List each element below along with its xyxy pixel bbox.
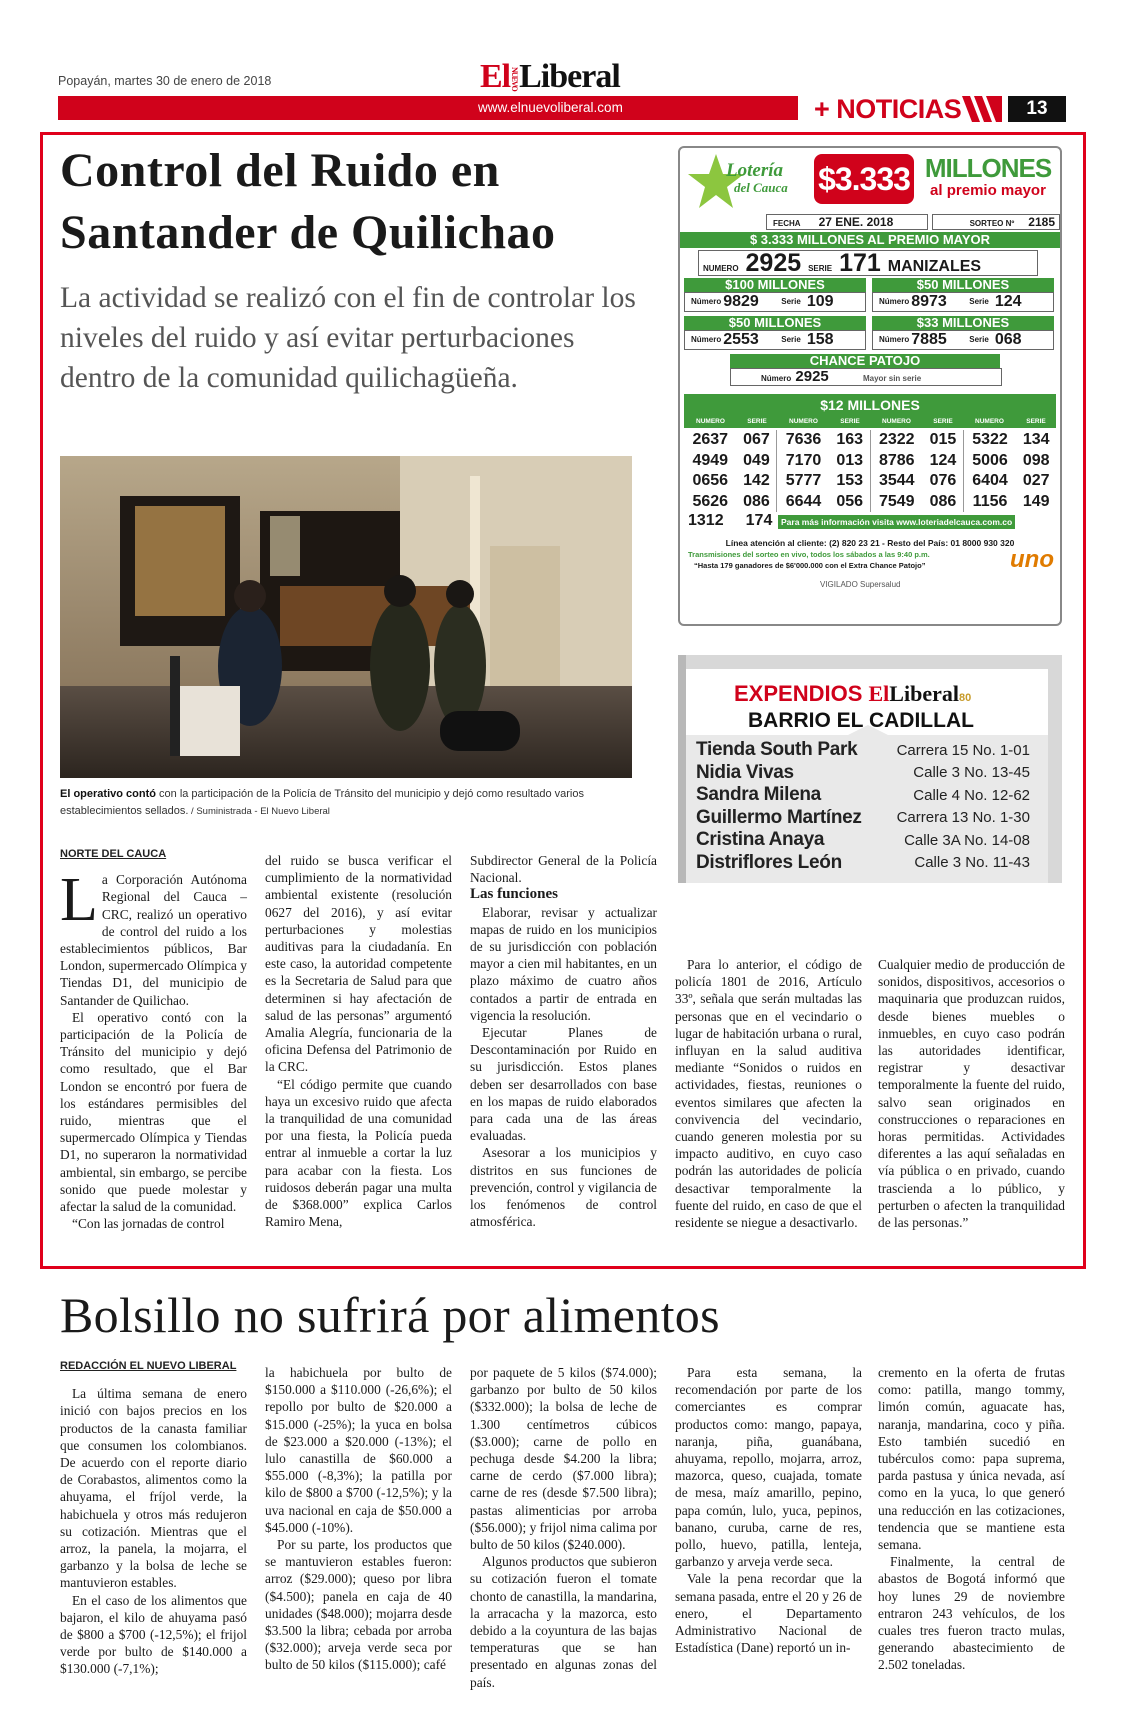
prize-block (872, 278, 1054, 312)
article2-headline: Bolsillo no sufrirá por alimentos (60, 1287, 720, 1343)
more-info-link[interactable]: Para más información visita www.loteriadelcauca.com.co (778, 515, 1015, 529)
twelve-serie: 086 (737, 492, 778, 513)
prize-row (684, 330, 866, 350)
paragraph: “Con las jornadas de control (72, 1216, 225, 1232)
twelve-serie: 056 (830, 492, 871, 513)
twelve-numero: 3544 (878, 472, 915, 489)
expendio-item (690, 852, 1050, 875)
prize-row (684, 292, 866, 312)
expendio-name: Guillermo Martínez (696, 806, 862, 828)
twelve-numero: 7636 (785, 431, 822, 448)
twelve-row (684, 492, 1056, 513)
twelve-serie: 163 (830, 430, 871, 451)
twelve-row (684, 451, 1056, 472)
extra-chance-note: “Hasta 179 ganadores de $6'000.000 con el Extra Chance Patojo” (694, 561, 926, 570)
article2-column-3 (470, 1364, 657, 1691)
article2-column-2 (265, 1364, 452, 1674)
twelve-serie: 134 (1022, 431, 1050, 448)
article1-column-4 (675, 956, 862, 1231)
expendio-address: Calle 3 No. 13-45 (913, 764, 1030, 782)
paragraph: Elaborar, revisar y actualizar mapas de ruido en los municipios de su jurisdicción con población mayor a cien mil habitantes, en un plazo máximo de cuatro años contados a partir de entrada en vigencia la resolución. (470, 904, 657, 1023)
twelve-serie: 015 (923, 430, 964, 451)
caption-credit: / Suministrada - El Nuevo Liberal (188, 806, 330, 817)
twelve-header-cell: NUMERO (789, 418, 818, 425)
prize-row (872, 330, 1054, 350)
fecha-box (766, 214, 928, 230)
twelve-serie: 153 (830, 471, 871, 492)
logo-el: El (480, 58, 511, 95)
paragraph: La última semana de enero inició con bajos precios en los productos de la canasta familiar que consumen los colombianos. De acuerdo con el reporte diario de Corabastos, alimentos como la ahuyama, el fríjol verde, la habichuela y otros más redujeron su cotización. Mientras que el arroz, la panela, la mojarra, el garbanzo y la bolsa de leche se mantuvieron estables. (60, 1386, 247, 1591)
expendio-name: Cristina Anaya (696, 829, 825, 851)
expendios-list (690, 739, 1050, 874)
article1-column-3 (470, 852, 657, 1230)
millones-label: MILLONES (924, 153, 1052, 183)
expendio-name: Nidia Vivas (696, 761, 794, 783)
twelve-row (684, 471, 1056, 492)
photo-caption (60, 786, 632, 820)
twelve-numero: 4949 (692, 451, 729, 469)
twelve-numero: 2637 (692, 431, 729, 448)
chance-numero: 2925 (795, 368, 829, 385)
twelve-numero: 5626 (692, 492, 729, 510)
sorteo-label: SORTEO Nº (969, 219, 1015, 228)
prize-numero-label: Número (691, 335, 722, 344)
stripes-decoration (962, 96, 1002, 122)
twelve-serie: 149 (1022, 492, 1050, 510)
prize-serie: 124 (994, 293, 1022, 310)
paragraph: Subdirector General de la Policía Nacional. (470, 853, 657, 886)
twelve-serie: 124 (923, 451, 964, 472)
paragraph: Finalmente, la central de abastos de Bogotá informó que hoy lunes 29 de noviembre entraron 243 vehículos, de los cuales tres fueron tracto mulas, generando abastecimiento de 2.502 toneladas. (878, 1554, 1065, 1673)
headline-line2: Santander de Quilichao (60, 206, 556, 259)
prize-serie-label: Serie (781, 335, 801, 344)
chance-row (730, 368, 1002, 386)
lottery-footer (684, 538, 1056, 571)
transmisiones: Transmisiones del sorteo en vivo, todos los sábados a las 9:40 p.m. (688, 550, 930, 559)
twelve-header-cell: SERIE (933, 418, 953, 425)
article2-kicker: REDACCIÓN EL NUEVO LIBERAL (60, 1360, 237, 1372)
twelve-serie: 142 (737, 471, 778, 492)
twelve-numero: 7549 (878, 492, 915, 510)
expendio-item (690, 784, 1050, 807)
paragraph: del ruido se busca verificar el cumplimiento de la normatividad ambiental existente (resolución 0627 del 2016), y así evitar perturbaciones y molestias auditivas para la ciudadanía. En este caso, la autoridad competente es la Secretaria de Salud para que determinen si hay afectación de salud de las personas” argumentó Amalia Alegría, funcionaria de la oficina Defensa del Patrimonio de la CRC. (265, 853, 452, 1075)
expendios-title (734, 681, 971, 707)
paragraph: por paquete de 5 kilos ($74.000); garbanzo por bulto de 50 kilos ($332.000); la bolsa de leche de 1.300 centímetros cúbicos ($3.000); carne de pollo en pechuga desde $4.200 la libra; carne de cerdo ($7.000 libra); carne de res (desde $7.500 libra); pastas alimenticias por arroba ($56.000); y frijol nima calima por bulto de 50 kilos ($240.000). (470, 1365, 657, 1553)
expendio-name: Distriflores León (696, 851, 842, 873)
main-numero: 2925 (745, 249, 802, 277)
prize-block (684, 278, 866, 312)
expendio-item (690, 807, 1050, 830)
paragraph: la habichuela por bulto de $150.000 a $110.000 (-26,6%); el repollo por bulto de $20.000 a $15.000 (-25%); la yuca en bolsa de $23.000 a $20.000 (-13%); el lulo canastilla de $60.000 a $55.000 (-8,3%); la patilla por kilo de $800 a $700 (-12,5%); y la uva nacional en caja de $50.000 a $45.000 (-10%). (265, 1365, 452, 1535)
paragraph: a Corporación Autónoma Regional del Cauca – CRC, realizó un operativo de control del ruido a los establecimientos públicos, Bar London, supermercado Olímpica y Tiendas D1, del municipio de Santander de Quilichao. (60, 872, 247, 1008)
section-title: + NOTICIAS (814, 94, 962, 124)
prize-numero: 2553 (723, 331, 759, 348)
expendio-address: Calle 3A No. 14-08 (904, 831, 1030, 849)
prize-serie: 158 (806, 331, 834, 348)
twelve-numero: 5322 (972, 431, 1008, 448)
paragraph: Para esta semana, la recomendación por parte de los comerciantes es comprar productos como: mango, papaya, naranja, piña, guanábana, ahuyama, repollo, mojarra, arroz, mazorca, queso, cuajada, tomate de mesa, maíz amarillo, pepino, papa común, lulo, yuca, pepinos, banano, curuba, carne de res, pollo, huevo, patilla, lenteja, garbanzo y arveja verde seca. (675, 1365, 862, 1570)
expendios-logo-years: 80 (958, 692, 972, 704)
twelve-numero: 2322 (878, 431, 915, 448)
expendios-box (678, 655, 1062, 883)
logo-liberal: Liberal (519, 58, 620, 95)
paragraph: cremento en la oferta de frutas como: patilla, mango tommy, limón común, aguacate has, naranja, mandarina, coco y piña. Esto también sucedió en tubérculos como: papa suprema, parda pastusa y única nevada, así como en la yuca, lo que generó una reducción en las cotizaciones, tendencia que se mantiene esta semana. (878, 1365, 1065, 1553)
twelve-million-headers (684, 416, 1056, 428)
prize-block (684, 316, 866, 350)
paragraph: Cualquier medio de producción de sonidos, dispositivos, accesorios o maquinaria que produzcan ruidos, desde bienes muebles o inmuebles, en cuyo caso podrán las autoridades identificar, registrar y desactivar temporalmente la fuente del ruido, salvo sean originados en construcciones o reparaciones en horas permitidas. Actividades diferentes a las aquí señaladas en vía pública o en privado, cuando trascienda a lo público, y perturben o afecten la tranquilidad de las personas.” (878, 957, 1065, 1231)
twelve-header-cell: NUMERO (696, 418, 725, 425)
headline-line1: Control del Ruido en (60, 144, 500, 197)
expendios-logo-el: El (868, 681, 890, 706)
expendio-name: Tienda South Park (696, 739, 858, 761)
vigilado-supersalud: VIGILADO Supersalud (820, 580, 901, 589)
expendio-address: Carrera 13 No. 1-30 (896, 809, 1030, 827)
paragraph: Vale la pena recordar que la semana pasada, entre el 20 y 26 de enero, el Departamento Administrativo Nacional de Estadística (Dane) reportó un in- (675, 1571, 862, 1656)
page-date: Popayán, martes 30 de enero de 2018 (58, 74, 272, 88)
prize-title: $50 MILLONES (872, 278, 1054, 292)
prize-title: $100 MILLONES (684, 278, 866, 292)
expendio-address: Calle 4 No. 12-62 (913, 786, 1030, 804)
website-link[interactable]: www.elnuevoliberal.com (478, 100, 623, 115)
expendios-label: EXPENDIOS (734, 681, 863, 706)
twelve-header-cell: SERIE (1026, 418, 1046, 425)
expendio-address: Calle 3 No. 11-43 (914, 854, 1030, 872)
twelve-serie: 027 (1022, 472, 1050, 489)
dropcap: L (60, 866, 98, 935)
twelve-numero: 1156 (972, 492, 1008, 510)
twelve-header-cell: SERIE (840, 418, 860, 425)
article2-column-1 (60, 1358, 247, 1678)
article1-column-1 (60, 846, 247, 1232)
twelve-numero: 6644 (785, 492, 822, 510)
chance-numero-label: Número (761, 374, 792, 383)
lottery-brand-line2: del Cauca (734, 180, 788, 195)
paragraph: Ejecutar Planes de Descontaminación por Ruido en su jurisdicción. Estos planes deben ser desarrollados con base en los mapas de ruido elaborados para cada una de las áreas evaluadas. (470, 1025, 657, 1144)
prize-serie-label: Serie (969, 335, 989, 344)
linea-atencion: Línea atención al cliente: (2) 820 23 21 - Resto del País: 01 8000 930 320 (725, 538, 1015, 548)
paragraph: Algunos productos que subieron su cotización fueron el tomate chonto de canastilla, la mandarina, la arracacha y la mazorca, esto debido a la coyuntura de las bajas temperaturas que se han presentado en algunas zonas del país. (470, 1554, 657, 1690)
caption-text: con la participación de la Policía de Tránsito del municipio y dejó como resultado varios establecimientos sellados. (60, 788, 584, 817)
twelve-numero: 7170 (785, 451, 822, 469)
chance-note: Mayor sin serie (862, 374, 922, 383)
paragraph: “El código permite que cuando haya un excesivo ruido que afecta la tranquilidad de una comunidad por una fiesta, la Policía pueda entrar al inmueble a cortar la luz para acabar con la fiesta. Los ruidosos deberán pagar una multa de $368.000” explica Carlos Ramiro Mena, (265, 1076, 452, 1230)
twelve-numero: 6404 (972, 472, 1008, 489)
prize-numero: 7885 (911, 331, 947, 348)
twelve-numero: 5777 (785, 472, 822, 489)
logo-nuevo: NUEVO (510, 67, 520, 92)
prize-numero: 9829 (723, 293, 759, 310)
al-premio-label: al premio mayor (930, 182, 1046, 199)
header-red-bar (58, 96, 798, 120)
paragraph: El operativo contó con la participación de la Policía de Tránsito del municipio y dejó como resultado, que el Bar London se encontró por fuera de los estándares permisibles del ruido, mientras que el supermercado Olímpica y Tiendas D1, no superaron la normatividad ambiental, sin embargo, se percibe sonido que puede molestar y afectar la salud de la comunidad. (60, 1009, 247, 1215)
numero-label: NUMERO (703, 264, 739, 273)
article2-column-4 (675, 1364, 862, 1656)
barrio-title: BARRIO EL CADILLAL (748, 709, 974, 732)
main-prize-row (698, 250, 1038, 276)
prize-serie: 109 (806, 293, 834, 310)
expendio-item (690, 762, 1050, 785)
sorteo-box (932, 214, 1060, 230)
fecha-label: FECHA (773, 219, 801, 228)
fecha-value: 27 ENE. 2018 (818, 215, 894, 229)
twelve-million-table (684, 430, 1056, 512)
main-serie: 171 (839, 249, 881, 277)
twelve-million-title: $12 MILLONES (684, 394, 1056, 416)
prize-block (872, 316, 1054, 350)
prize-row (872, 292, 1054, 312)
twelve-header-cell: NUMERO (975, 418, 1004, 425)
twelve-serie: 049 (737, 451, 778, 472)
prize-serie-label: Serie (781, 297, 801, 306)
prize-numero-label: Número (691, 297, 722, 306)
twelve-serie: 067 (737, 430, 778, 451)
twelve-row (684, 430, 1056, 451)
expendio-item (690, 829, 1050, 852)
last-row (686, 512, 1058, 532)
main-prize-banner: $ 3.333 MILLONES AL PREMIO MAYOR (680, 232, 1060, 248)
prize-title: $50 MILLONES (684, 316, 866, 330)
expendio-name: Sandra Milena (696, 784, 821, 806)
twelve-serie: 076 (923, 471, 964, 492)
expendio-item (690, 739, 1050, 762)
prize-title: $33 MILLONES (872, 316, 1054, 330)
lottery-millones (918, 154, 1058, 200)
chance-title: CHANCE PATOJO (730, 354, 1000, 368)
page-number: 13 (1008, 96, 1066, 122)
article1-kicker: NORTE DEL CAUCA (60, 848, 167, 860)
caption-lead: El operativo contó (60, 788, 156, 800)
main-city: MANIZALES (887, 258, 982, 275)
serie-label: SERIE (808, 264, 833, 273)
article2-column-5 (878, 1364, 1065, 1674)
prize-numero-label: Número (879, 297, 910, 306)
article1-headline (60, 140, 660, 264)
twelve-header-cell: SERIE (747, 418, 767, 425)
lottery-jackpot: $3.333 (814, 154, 914, 204)
twelve-serie: 086 (923, 492, 964, 513)
paragraph: En el caso de los alimentos que bajaron, el kilo de ahuyama pasó de $800 a $700 (-12,5%); el frijol verde por bulto de $140.000 a $130.000 (-7,1%); (60, 1592, 247, 1677)
lottery-brand (726, 162, 788, 196)
subhead-funciones: Las funciones (470, 886, 558, 903)
paragraph: Por su parte, los productos que se mantuvieron estables fueron: arroz ($29.000); queso por libra ($4.500); panela en caja de 40 unidades ($48.000); mojarra desde $3.500 la libra; cebada por arroba ($32.000); arveja verde seca por bulto de 50 kilos ($115.000); café (265, 1537, 452, 1673)
twelve-numero: 5006 (972, 451, 1008, 469)
article1-subtitle: La actividad se realizó con el fin de controlar los niveles del ruido y así evitar perturbaciones dentro de la comunidad quilichagüeña. (60, 282, 636, 394)
lottery-results-ad (678, 146, 1062, 626)
expendios-logo-liberal: Liberal (889, 681, 959, 706)
last-serie: 174 (745, 512, 773, 529)
prize-numero: 8973 (911, 293, 947, 310)
article1-column-5 (878, 956, 1065, 1231)
paragraph: Para lo anterior, el código de policía 1801 de 2016, Artículo 33º, señala que serán multadas las personas que en el vecindario o lugar de habitación urbana o rural, influyan en la salud auditiva mediante “Sonidos o ruidos en actividades, fiestas, reuniones o eventos similares que afecten la convivencia del vecindario, cuando generen molestia por su impacto auditivo, en cuyo caso podrán las autoridades de policía desactivar temporalmente la fuente del ruido, en caso de que el residente se niegue a desactivarlo. (675, 957, 862, 1231)
prize-serie-label: Serie (969, 297, 989, 306)
twelve-serie: 098 (1022, 451, 1050, 469)
twelve-header-cell: NUMERO (882, 418, 911, 425)
twelve-numero: 0656 (692, 472, 729, 489)
lottery-brand-line1: Lotería (726, 160, 783, 181)
last-numero: 1312 (688, 512, 724, 529)
expendio-address: Carrera 15 No. 1-01 (896, 741, 1030, 759)
prize-serie: 068 (994, 331, 1022, 348)
paragraph: Asesorar a los municipios y distritos en sus funciones de prevención, control y vigilancia de los fenómenos de control atmosférica. (470, 1145, 657, 1230)
sorteo-value: 2185 (1028, 215, 1055, 229)
uno-channel-logo: uno (1010, 546, 1054, 573)
newspaper-logo[interactable] (480, 58, 620, 96)
twelve-numero: 8786 (878, 451, 915, 469)
article1-column-2 (265, 852, 452, 1230)
article1-photo (60, 456, 632, 778)
prize-numero-label: Número (879, 335, 910, 344)
twelve-serie: 013 (830, 451, 871, 472)
